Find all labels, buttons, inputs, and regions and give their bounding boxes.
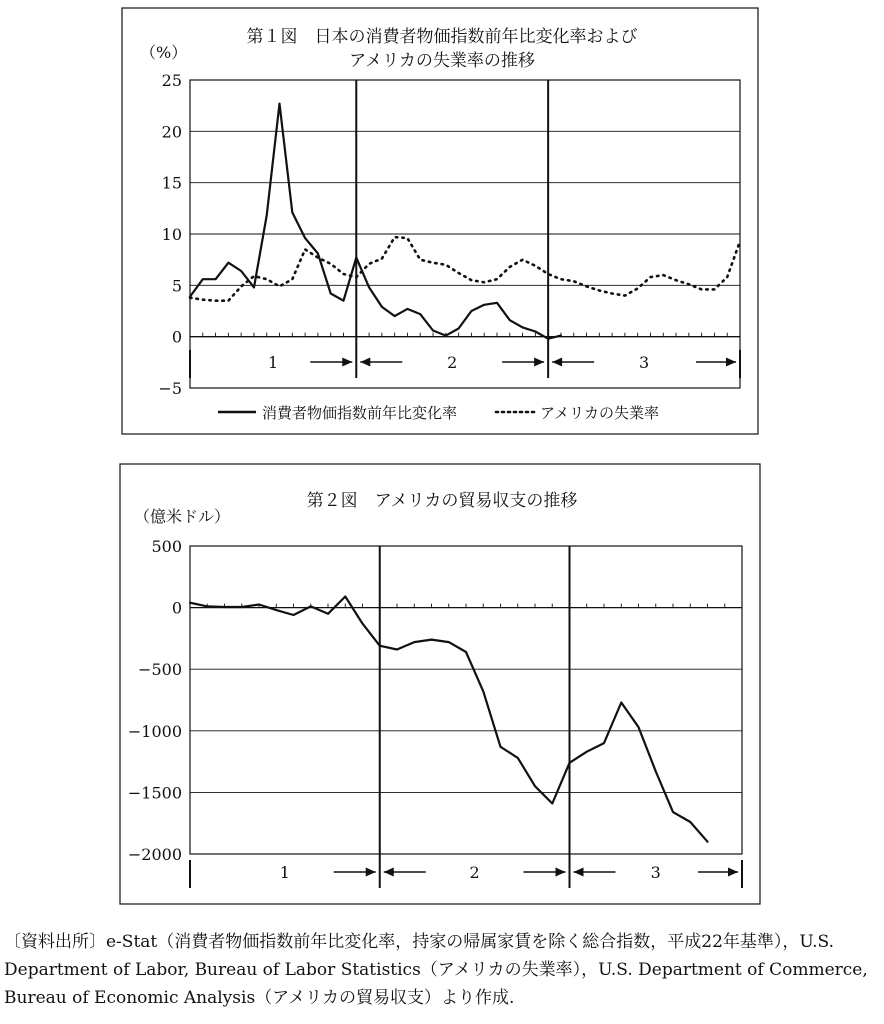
plot-area-border [190, 546, 742, 854]
period-arrowhead [728, 868, 738, 877]
y-tick-label: −500 [138, 660, 182, 680]
chart-2-gridlines [190, 546, 742, 854]
period-label: 2 [469, 863, 480, 882]
period-arrowhead [384, 868, 394, 877]
y-tick-label: 15 [161, 173, 182, 193]
y-tick-label: 10 [161, 225, 182, 244]
chart-1-title-line1: 第１図 日本の消費者物価指数前年比変化率および [246, 27, 638, 47]
chart-1-series [190, 104, 740, 339]
legend-cpi-label: 消費者物価指数前年比変化率 [262, 404, 458, 422]
chart-1 [0, 0, 884, 450]
series-line-unemployment [190, 237, 740, 301]
chart-1-period-markers [190, 80, 740, 378]
chart-1-legend [218, 404, 659, 422]
chart-2-period-markers [190, 546, 742, 888]
y-tick-label: 500 [151, 537, 182, 556]
period-arrowhead [366, 868, 376, 877]
chart-1-frame [122, 8, 758, 434]
chart-1-gridlines [190, 80, 740, 388]
period-label: 3 [638, 353, 650, 372]
chart-2-series [190, 597, 708, 842]
period-label: 1 [279, 863, 290, 882]
chart-2-y-tick-labels [128, 537, 182, 864]
chart-1-title-line2: アメリカの失業率の推移 [349, 51, 535, 71]
y-tick-label: −5 [158, 379, 182, 398]
chart-1-y-axis-label: （%） [140, 43, 188, 62]
y-tick-label: 25 [161, 71, 182, 90]
source-note: 〔資料出所〕e-Stat（消費者物価指数前年比変化率，持家の帰属家賃を除く総合指数，平成22年基準），U.S. Department of Labor, Bureau of Labor Statistics（アメリカの失業率），U.S. Department of Commerce, Bureau of Economic Analysis（アメリカの貿易収支）より作成. [4, 932, 868, 1008]
chart-2-y-axis-label: （億米ドル） [134, 507, 231, 526]
period-arrowhead [360, 358, 370, 367]
chart-2 [0, 458, 884, 908]
y-tick-label: −2000 [127, 845, 182, 864]
period-arrowhead [552, 358, 562, 367]
legend-unemployment-label: アメリカの失業率 [540, 404, 659, 422]
period-arrowhead [726, 358, 736, 367]
y-tick-label: −1000 [127, 721, 182, 741]
chart-2-frame [120, 464, 760, 904]
period-label: 1 [268, 353, 279, 372]
y-tick-label: 20 [161, 122, 182, 142]
y-tick-label: 0 [171, 327, 182, 347]
period-label: 2 [447, 353, 458, 372]
y-tick-label: 5 [171, 276, 182, 296]
y-tick-label: −1500 [127, 783, 182, 803]
series-line-trade-balance [190, 597, 708, 842]
chart-1-y-tick-labels [158, 71, 182, 398]
series-line-cpi [190, 104, 561, 339]
period-arrowhead [556, 868, 566, 877]
chart-2-title: 第２図 アメリカの貿易収支の推移 [306, 491, 578, 511]
period-label: 3 [650, 863, 661, 882]
period-arrowhead [574, 868, 584, 877]
y-tick-label: 0 [171, 598, 182, 618]
period-arrowhead [342, 358, 352, 367]
period-arrowhead [534, 358, 544, 367]
